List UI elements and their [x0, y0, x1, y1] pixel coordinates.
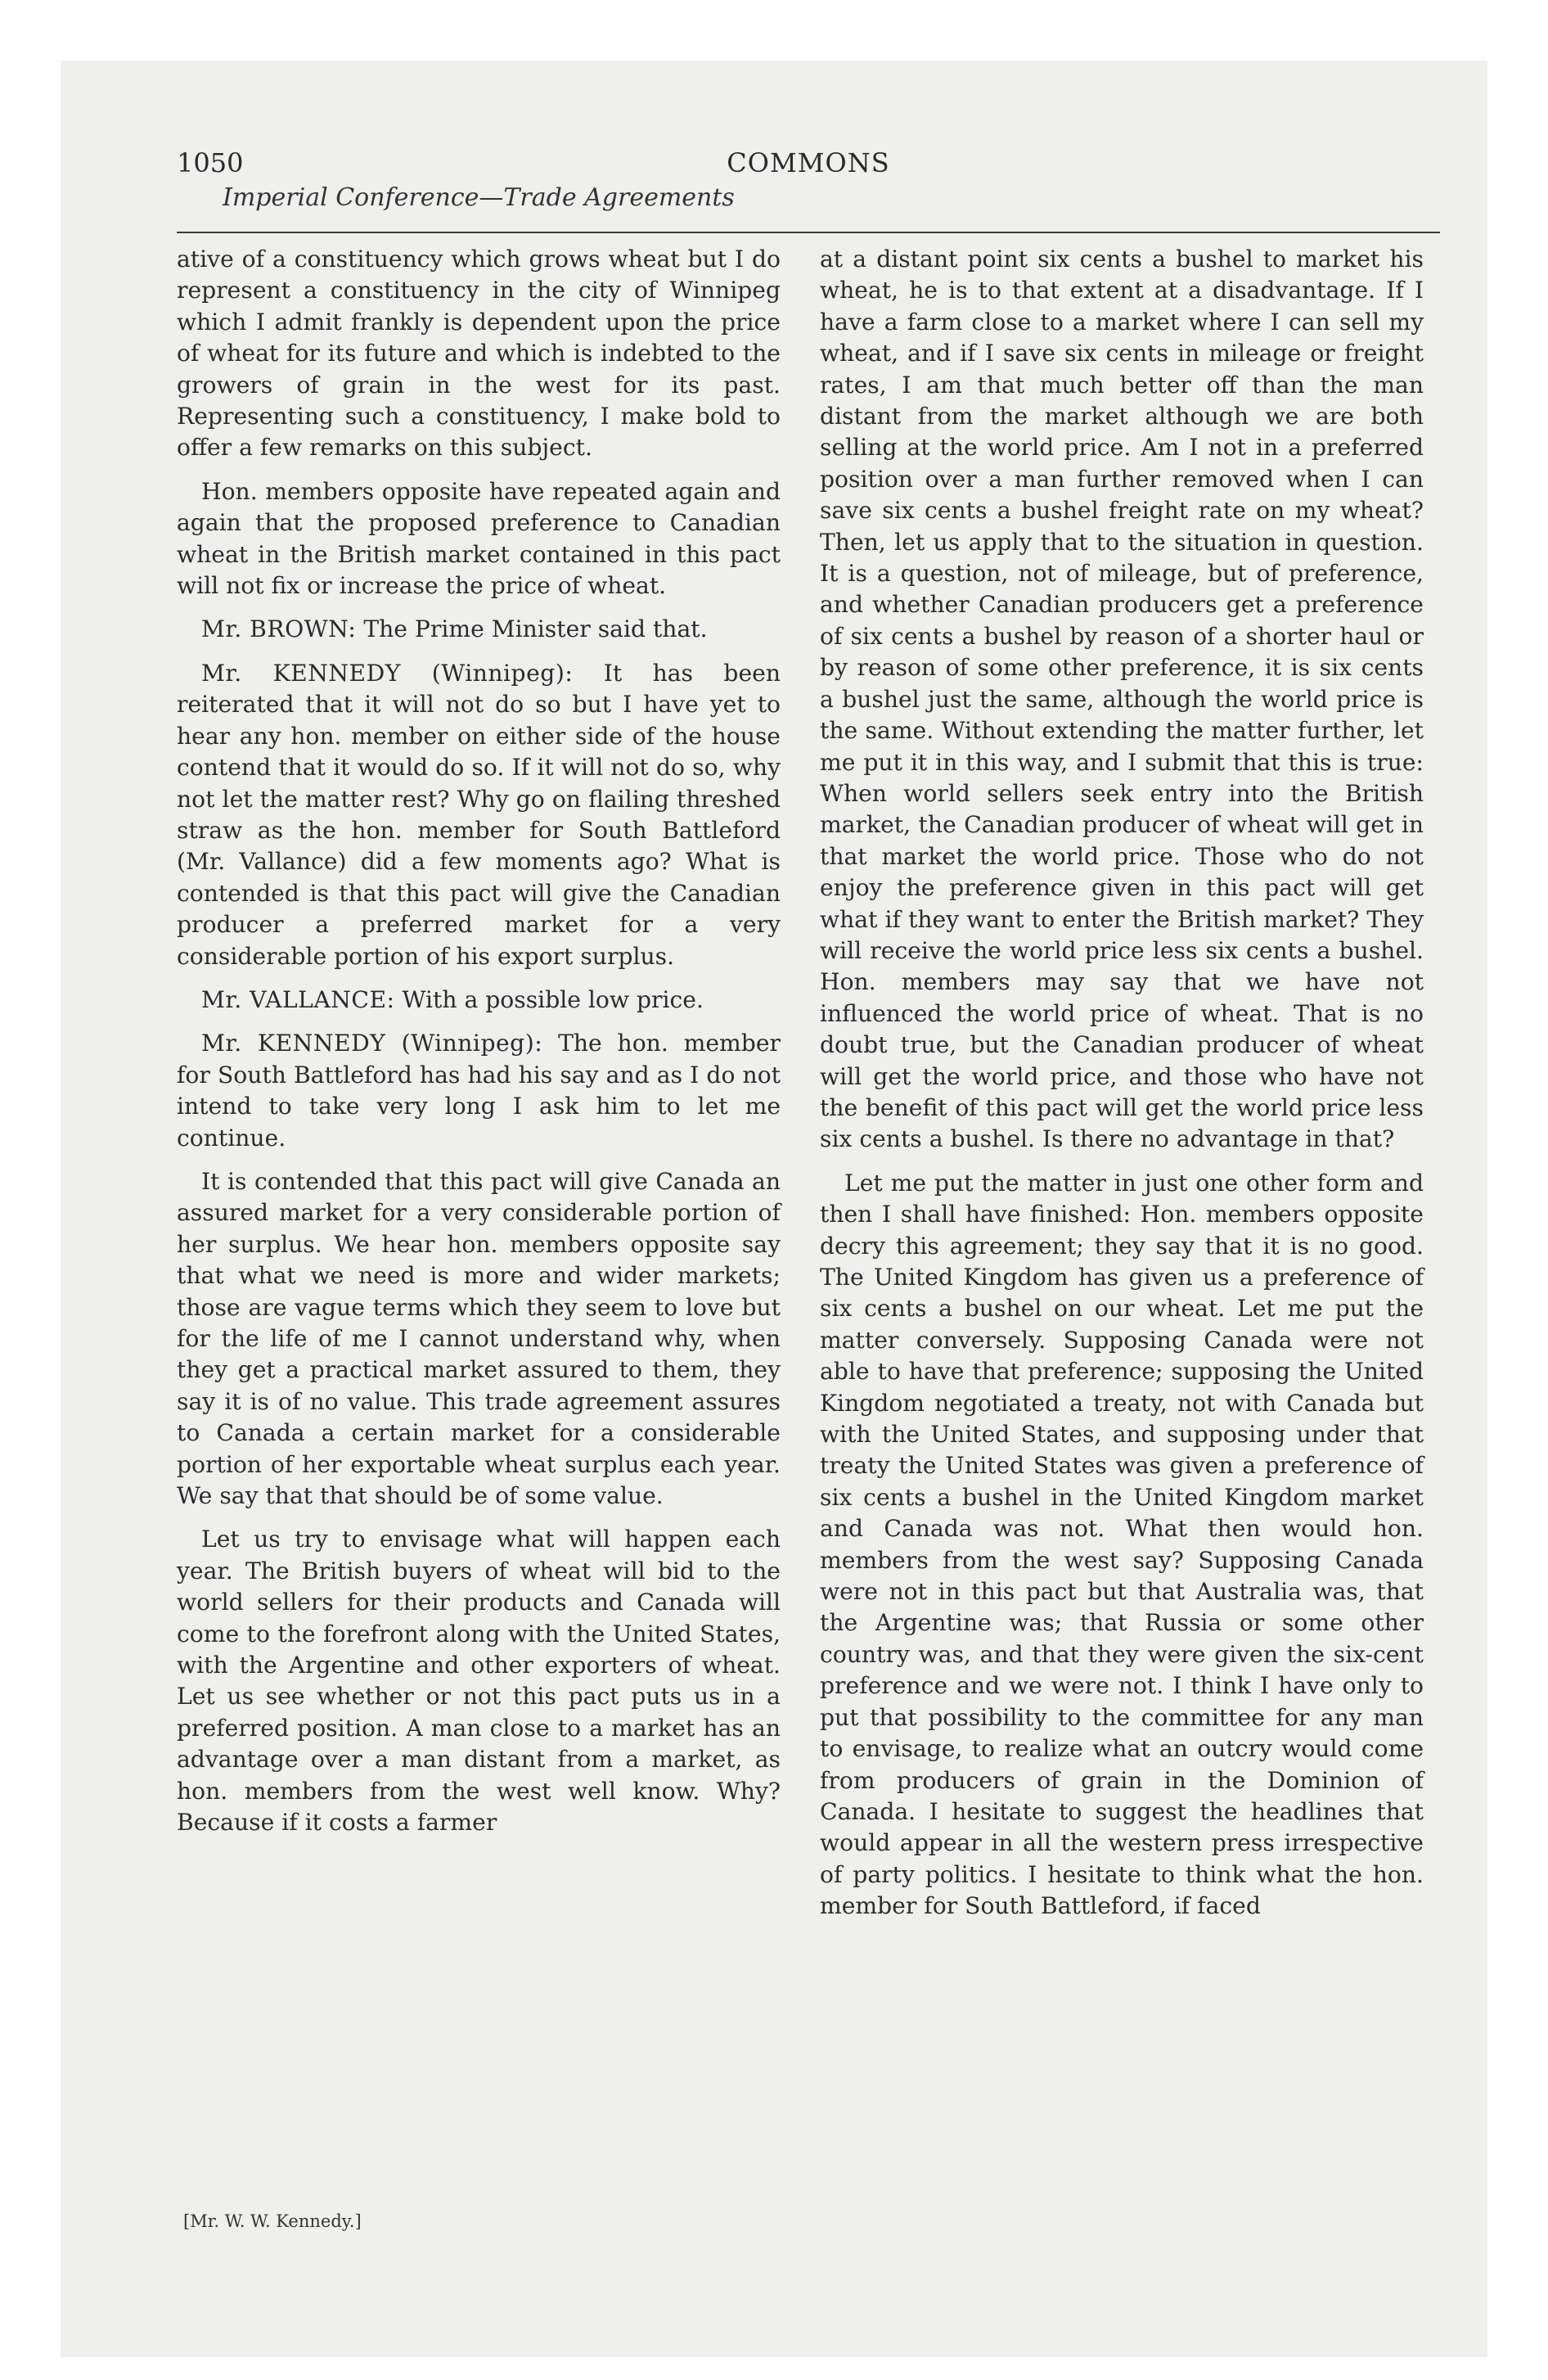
paragraph: ative of a constituency which grows wheat but I do represent a constituency in the city of Winnipeg which I admit frankly is dependent upon the price of wheat for its future and which is indebted to the growers of grain in the west for its past. Representing such a constituency, I make bold to offer a few remarks on this subject.: [177, 246, 781, 462]
speaker-name: Mr. VALLANCE:: [201, 985, 395, 1013]
paragraph: Hon. members opposite have repeated again and again that the proposed preference to Canadian wheat in the British market contained in this pact will not fix or increase the price of wheat.: [177, 477, 781, 600]
speaker-footnote: [Mr. W. W. Kennedy.]: [183, 2211, 362, 2231]
speech-text: The Prime Minister said that.: [363, 615, 708, 643]
paragraph: Let me put the matter in just one other form and then I shall have finished: Hon. members opposite decry this agreement; they say that it is no good. The United Kingdom has given us a preference of six cents a bushel on our wheat. Let me put the matter conversely. Supposing Canada were not able to have that preference; supposing the United Kingdom negotiated a treaty, not with Canada but with the United States, and supposing under that treaty the United States was given a preference of six cents a bushel in the United Kingdom market and Canada was not. What then would hon. members from the west say? Supposing Canada were not in this pact but that Australia was, that the Argentine was; that Russia or some other country was, and that they were given the six-cent preference and we were not. I think I have only to put that possibility to the committee for any man to envisage, to realize what an outcry would come from producers of grain in the Dominion of Canada. I hesitate to suggest the headlines that would appear in all the western press irrespective of party politics. I hesitate to think what the hon. member for South Battleford, if faced: [820, 1169, 1424, 1920]
page-number: 1050: [177, 147, 244, 178]
running-head: COMMONS: [727, 147, 890, 178]
speech: [177, 658, 781, 972]
speech: [177, 614, 781, 645]
speech-text: The hon. member for South Battleford has had his say and as I do not intend to take very long I ask him to let me continue.: [177, 1030, 781, 1152]
speech-text: With a possible low price.: [402, 985, 704, 1013]
speech-text: It has been reiterated that it will not do so but I have yet to hear any hon. member on either side of the house contend that it would do so. If it will not do so, why not let the matter rest? Why go on flailing threshed straw as the hon. member for South Battleford (Mr. Vallance) did a few moments ago? What is contended is that this pact will give the Canadian producer a preferred market for a very considerable portion of his export surplus.: [177, 659, 781, 970]
speaker-name: Mr. KENNEDY (Winnipeg):: [201, 659, 574, 687]
paragraph: at a distant point six cents a bushel to market his wheat, he is to that extent at a disadvantage. If I have a farm close to a market where I can sell my wheat, and if I save six cents in mileage or freight rates, I am that much better off than the man distant from the market although we are both selling at the world price. Am I not in a preferred position over a man further removed when I can save six cents a bushel freight rate on my wheat? Then, let us apply that to the situation in question. It is a question, not of mileage, but of preference, and whether Canadian producers get a preference of six cents a bushel by reason of a shorter haul or by reason of some other preference, it is six cents a bushel just the same, although the world price is the same. Without extending the matter further, let me put it in this way, and I submit that this is true: When world sellers seek entry into the British market, the Canadian producer of wheat will get in that market the world price. Those who do not enjoy the preference given in this pact will get what if they want to enter the British market? They will receive the world price less six cents a bushel. Hon. members may say that we have not influenced the world price of wheat. That is no doubt true, but the Canadian producer of wheat will get the world price, and those who have not the benefit of this pact will get the world price less six cents a bushel. Is there no advantage in that?: [820, 246, 1424, 1153]
speech: [177, 1028, 781, 1154]
running-subtitle: Imperial Conference—Trade Agreements: [223, 183, 735, 212]
paragraph: Let us try to envisage what will happen each year. The British buyers of wheat will bid to the world sellers for their products and Canada will come to the forefront along with the United States, with the Argentine and other exporters of wheat. Let us see whether or not this pact puts us in a preferred position. A man close to a market has an advantage over a man distant from a market, as hon. members from the west well know. Why? Because if it costs a farmer: [177, 1526, 781, 1837]
left-column: [177, 244, 781, 1851]
header-rule: [177, 232, 1440, 233]
speaker-name: Mr. KENNEDY (Winnipeg):: [201, 1030, 543, 1057]
page-header: [177, 147, 1440, 229]
paragraph: It is contended that this pact will give Canada an assured market for a very considerable portion of her surplus. We hear hon. members opposite say that what we need is more and wider markets; those are vague terms which they seem to love but for the life of me I cannot understand why, when they get a practical market assured to them, they say it is of no value. This trade agreement assures to Canada a certain market for a considerable portion of her exportable wheat surplus each year. We say that that should be of some value.: [177, 1167, 781, 1510]
speech: [177, 985, 781, 1016]
speaker-name: Mr. BROWN:: [201, 615, 357, 643]
right-column: [820, 244, 1424, 1935]
